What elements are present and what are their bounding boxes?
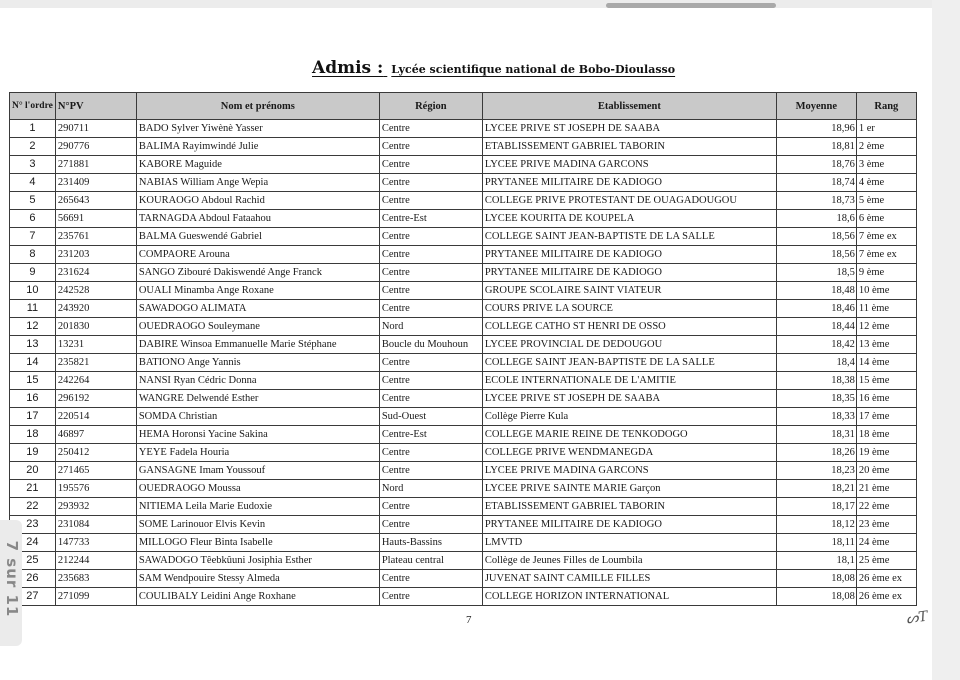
cell-name: NITIEMA Leila Marie Eudoxie xyxy=(136,498,379,516)
cell-rank: 23 ème xyxy=(856,516,916,534)
cell-school: ECOLE INTERNATIONALE DE L'AMITIE xyxy=(482,372,776,390)
cell-school: LYCEE PROVINCIAL DE DEDOUGOU xyxy=(482,336,776,354)
page-number: 7 xyxy=(466,614,472,626)
cell-rank: 18 ème xyxy=(856,426,916,444)
cell-average: 18,73 xyxy=(776,192,856,210)
cell-rank: 4 ème xyxy=(856,174,916,192)
cell-order: 19 xyxy=(10,444,56,462)
cell-pv: 242264 xyxy=(55,372,136,390)
table-row xyxy=(10,174,917,192)
cell-rank: 17 ème xyxy=(856,408,916,426)
cell-average: 18,26 xyxy=(776,444,856,462)
cell-pv: 231409 xyxy=(55,174,136,192)
cell-school: JUVENAT SAINT CAMILLE FILLES xyxy=(482,570,776,588)
cell-school: COLLEGE PRIVE PROTESTANT DE OUAGADOUGOU xyxy=(482,192,776,210)
cell-pv: 212244 xyxy=(55,552,136,570)
cell-region: Centre xyxy=(379,246,482,264)
cell-name: SOME Larinouor Elvis Kevin xyxy=(136,516,379,534)
cell-pv: 231203 xyxy=(55,246,136,264)
cell-school: Collège de Jeunes Filles de Loumbila xyxy=(482,552,776,570)
cell-average: 18,48 xyxy=(776,282,856,300)
cell-pv: 201830 xyxy=(55,318,136,336)
cell-average: 18,38 xyxy=(776,372,856,390)
cell-average: 18,35 xyxy=(776,390,856,408)
cell-rank: 24 ème xyxy=(856,534,916,552)
cell-order: 20 xyxy=(10,462,56,480)
cell-rank: 14 ème xyxy=(856,354,916,372)
cell-school: COURS PRIVE LA SOURCE xyxy=(482,300,776,318)
cell-name: WANGRE Delwendé Esther xyxy=(136,390,379,408)
table-row xyxy=(10,552,917,570)
cell-pv: 290711 xyxy=(55,120,136,138)
document-title xyxy=(312,58,675,78)
cell-order: 1 xyxy=(10,120,56,138)
cell-region: Centre xyxy=(379,372,482,390)
cell-region: Centre xyxy=(379,390,482,408)
cell-average: 18,81 xyxy=(776,138,856,156)
header-order: N° l'ordre xyxy=(10,93,56,120)
cell-school: COLLEGE PRIVE WENDMANEGDA xyxy=(482,444,776,462)
cell-name: COULIBALY Leidini Ange Roxhane xyxy=(136,588,379,606)
cell-school: LYCEE PRIVE ST JOSEPH DE SAABA xyxy=(482,120,776,138)
cell-rank: 26 ème ex xyxy=(856,570,916,588)
cell-average: 18,44 xyxy=(776,318,856,336)
cell-order: 25 xyxy=(10,552,56,570)
document-page xyxy=(0,8,932,680)
cell-region: Centre-Est xyxy=(379,426,482,444)
cell-region: Boucle du Mouhoun xyxy=(379,336,482,354)
table-row xyxy=(10,138,917,156)
cell-region: Sud-Ouest xyxy=(379,408,482,426)
table-row xyxy=(10,336,917,354)
cell-school: ETABLISSEMENT GABRIEL TABORIN xyxy=(482,138,776,156)
cell-region: Centre xyxy=(379,444,482,462)
cell-school: COLLEGE CATHO ST HENRI DE OSSO xyxy=(482,318,776,336)
cell-order: 4 xyxy=(10,174,56,192)
cell-name: SOMDA Christian xyxy=(136,408,379,426)
cell-rank: 13 ème xyxy=(856,336,916,354)
cell-region: Centre xyxy=(379,570,482,588)
header-region: Région xyxy=(379,93,482,120)
cell-order: 13 xyxy=(10,336,56,354)
cell-school: LYCEE PRIVE MADINA GARCONS xyxy=(482,462,776,480)
cell-average: 18,56 xyxy=(776,246,856,264)
table-row xyxy=(10,210,917,228)
cell-average: 18,76 xyxy=(776,156,856,174)
cell-rank: 7 ème ex xyxy=(856,228,916,246)
cell-pv: 231084 xyxy=(55,516,136,534)
page-indicator-label: 7 sur 11 xyxy=(3,540,21,618)
cell-average: 18,42 xyxy=(776,336,856,354)
cell-order: 11 xyxy=(10,300,56,318)
cell-order: 17 xyxy=(10,408,56,426)
cell-pv: 242528 xyxy=(55,282,136,300)
cell-region: Nord xyxy=(379,480,482,498)
cell-rank: 20 ème xyxy=(856,462,916,480)
table-row xyxy=(10,462,917,480)
cell-school: COLLEGE MARIE REINE DE TENKODOGO xyxy=(482,426,776,444)
table-row xyxy=(10,480,917,498)
cell-region: Centre xyxy=(379,120,482,138)
cell-region: Centre-Est xyxy=(379,210,482,228)
cell-region: Nord xyxy=(379,318,482,336)
cell-region: Centre xyxy=(379,264,482,282)
cell-average: 18,46 xyxy=(776,300,856,318)
table-row xyxy=(10,408,917,426)
cell-school: COLLEGE SAINT JEAN-BAPTISTE DE LA SALLE xyxy=(482,228,776,246)
cell-rank: 2 ème xyxy=(856,138,916,156)
cell-order: 6 xyxy=(10,210,56,228)
cell-region: Centre xyxy=(379,282,482,300)
table-row xyxy=(10,498,917,516)
cell-average: 18,23 xyxy=(776,462,856,480)
cell-pv: 195576 xyxy=(55,480,136,498)
cell-average: 18,08 xyxy=(776,570,856,588)
cell-pv: 265643 xyxy=(55,192,136,210)
cell-average: 18,31 xyxy=(776,426,856,444)
cell-name: NANSI Ryan Cédric Donna xyxy=(136,372,379,390)
cell-school: PRYTANEE MILITAIRE DE KADIOGO xyxy=(482,264,776,282)
cell-average: 18,74 xyxy=(776,174,856,192)
cell-rank: 10 ème xyxy=(856,282,916,300)
cell-region: Centre xyxy=(379,138,482,156)
table-row xyxy=(10,570,917,588)
cell-pv: 290776 xyxy=(55,138,136,156)
cell-average: 18,1 xyxy=(776,552,856,570)
cell-pv: 243920 xyxy=(55,300,136,318)
cell-pv: 220514 xyxy=(55,408,136,426)
cell-pv: 13231 xyxy=(55,336,136,354)
cell-name: OUALI Minamba Ange Roxane xyxy=(136,282,379,300)
cell-rank: 15 ème xyxy=(856,372,916,390)
cell-average: 18,11 xyxy=(776,534,856,552)
cell-school: PRYTANEE MILITAIRE DE KADIOGO xyxy=(482,174,776,192)
cell-rank: 21 ème xyxy=(856,480,916,498)
viewer-top-bar xyxy=(0,0,960,8)
cell-average: 18,12 xyxy=(776,516,856,534)
cell-school: COLLEGE SAINT JEAN-BAPTISTE DE LA SALLE xyxy=(482,354,776,372)
cell-average: 18,5 xyxy=(776,264,856,282)
results-table xyxy=(9,92,917,606)
cell-name: SAWADOGO Têebkûuni Josiphia Esther xyxy=(136,552,379,570)
table-row xyxy=(10,318,917,336)
table-body xyxy=(10,120,917,606)
cell-average: 18,08 xyxy=(776,588,856,606)
cell-name: BATIONO Ange Yannis xyxy=(136,354,379,372)
cell-school: LYCEE PRIVE ST JOSEPH DE SAABA xyxy=(482,390,776,408)
cell-average: 18,21 xyxy=(776,480,856,498)
cell-region: Centre xyxy=(379,300,482,318)
table-row xyxy=(10,246,917,264)
cell-region: Centre xyxy=(379,498,482,516)
cell-school: PRYTANEE MILITAIRE DE KADIOGO xyxy=(482,246,776,264)
cell-order: 7 xyxy=(10,228,56,246)
cell-name: GANSAGNE Imam Youssouf xyxy=(136,462,379,480)
cell-order: 18 xyxy=(10,426,56,444)
cell-rank: 16 ème xyxy=(856,390,916,408)
table-row xyxy=(10,534,917,552)
cell-name: KABORE Maguide xyxy=(136,156,379,174)
cell-average: 18,96 xyxy=(776,120,856,138)
cell-order: 23 xyxy=(10,516,56,534)
cell-rank: 11 ème xyxy=(856,300,916,318)
table-row xyxy=(10,516,917,534)
cell-name: SAM Wendpouire Stessy Almeda xyxy=(136,570,379,588)
cell-school: LYCEE PRIVE SAINTE MARIE Garçon xyxy=(482,480,776,498)
cell-school: PRYTANEE MILITAIRE DE KADIOGO xyxy=(482,516,776,534)
cell-name: MILLOGO Fleur Binta Isabelle xyxy=(136,534,379,552)
cell-order: 14 xyxy=(10,354,56,372)
cell-region: Centre xyxy=(379,462,482,480)
cell-rank: 6 ème xyxy=(856,210,916,228)
cell-order: 27 xyxy=(10,588,56,606)
cell-pv: 293932 xyxy=(55,498,136,516)
cell-order: 10 xyxy=(10,282,56,300)
cell-pv: 271881 xyxy=(55,156,136,174)
cell-name: COMPAORE Arouna xyxy=(136,246,379,264)
cell-name: OUEDRAOGO Souleymane xyxy=(136,318,379,336)
cell-name: BALIMA Rayimwindé Julie xyxy=(136,138,379,156)
cell-rank: 5 ème xyxy=(856,192,916,210)
cell-school: LMVTD xyxy=(482,534,776,552)
cell-average: 18,56 xyxy=(776,228,856,246)
cell-average: 18,17 xyxy=(776,498,856,516)
cell-name: YEYE Fadela Houria xyxy=(136,444,379,462)
table-header-row xyxy=(10,93,917,120)
cell-name: DABIRE Winsoa Emmanuelle Marie Stéphane xyxy=(136,336,379,354)
cell-order: 26 xyxy=(10,570,56,588)
table-row xyxy=(10,282,917,300)
cell-pv: 250412 xyxy=(55,444,136,462)
cell-order: 9 xyxy=(10,264,56,282)
table-row xyxy=(10,228,917,246)
viewer-right-margin xyxy=(932,0,960,680)
cell-school: LYCEE KOURITA DE KOUPELA xyxy=(482,210,776,228)
cell-order: 15 xyxy=(10,372,56,390)
cell-rank: 19 ème xyxy=(856,444,916,462)
cell-name: KOURAOGO Abdoul Rachid xyxy=(136,192,379,210)
cell-rank: 3 ème xyxy=(856,156,916,174)
table-row xyxy=(10,354,917,372)
cell-pv: 235761 xyxy=(55,228,136,246)
cell-order: 5 xyxy=(10,192,56,210)
cell-order: 16 xyxy=(10,390,56,408)
cell-average: 18,4 xyxy=(776,354,856,372)
cell-name: HEMA Horonsi Yacine Sakina xyxy=(136,426,379,444)
cell-region: Centre xyxy=(379,174,482,192)
cell-pv: 296192 xyxy=(55,390,136,408)
header-average: Moyenne xyxy=(776,93,856,120)
cell-order: 3 xyxy=(10,156,56,174)
cell-average: 18,33 xyxy=(776,408,856,426)
cell-rank: 9 ème xyxy=(856,264,916,282)
cell-name: OUEDRAOGO Moussa xyxy=(136,480,379,498)
table-row xyxy=(10,372,917,390)
cell-average: 18,6 xyxy=(776,210,856,228)
table-row xyxy=(10,300,917,318)
cell-name: SANGO Zibouré Dakiswendé Ange Franck xyxy=(136,264,379,282)
cell-name: BALMA Gueswendé Gabriel xyxy=(136,228,379,246)
cell-rank: 22 ème xyxy=(856,498,916,516)
cell-rank: 26 ème ex xyxy=(856,588,916,606)
cell-school: ETABLISSEMENT GABRIEL TABORIN xyxy=(482,498,776,516)
cell-region: Centre xyxy=(379,228,482,246)
table-row xyxy=(10,444,917,462)
cell-region: Centre xyxy=(379,588,482,606)
cell-order: 2 xyxy=(10,138,56,156)
table-row xyxy=(10,390,917,408)
cell-rank: 25 ème xyxy=(856,552,916,570)
cell-order: 12 xyxy=(10,318,56,336)
header-school: Etablissement xyxy=(482,93,776,120)
cell-pv: 46897 xyxy=(55,426,136,444)
table-row xyxy=(10,426,917,444)
cell-region: Centre xyxy=(379,354,482,372)
cell-rank: 7 ème ex xyxy=(856,246,916,264)
table-row xyxy=(10,588,917,606)
cell-pv: 235683 xyxy=(55,570,136,588)
cell-pv: 271099 xyxy=(55,588,136,606)
cell-region: Hauts-Bassins xyxy=(379,534,482,552)
cell-name: BADO Sylver Yiwènè Yasser xyxy=(136,120,379,138)
cell-region: Plateau central xyxy=(379,552,482,570)
title-school: Lycée scientifique national de Bobo-Dioulasso xyxy=(391,63,676,76)
cell-pv: 56691 xyxy=(55,210,136,228)
cell-region: Centre xyxy=(379,192,482,210)
cell-pv: 235821 xyxy=(55,354,136,372)
cell-school: GROUPE SCOLAIRE SAINT VIATEUR xyxy=(482,282,776,300)
cell-rank: 12 ème xyxy=(856,318,916,336)
cell-region: Centre xyxy=(379,516,482,534)
cell-order: 8 xyxy=(10,246,56,264)
cell-school: LYCEE PRIVE MADINA GARCONS xyxy=(482,156,776,174)
cell-school: COLLEGE HORIZON INTERNATIONAL xyxy=(482,588,776,606)
cell-order: 21 xyxy=(10,480,56,498)
header-pv: N°PV xyxy=(55,93,136,120)
table-row xyxy=(10,192,917,210)
table-row xyxy=(10,264,917,282)
cell-pv: 147733 xyxy=(55,534,136,552)
cell-school: Collège Pierre Kula xyxy=(482,408,776,426)
cell-name: TARNAGDA Abdoul Fataahou xyxy=(136,210,379,228)
cell-pv: 271465 xyxy=(55,462,136,480)
cell-name: NABIAS William Ange Wepia xyxy=(136,174,379,192)
cell-order: 24 xyxy=(10,534,56,552)
header-rank: Rang xyxy=(856,93,916,120)
table-row xyxy=(10,120,917,138)
title-admis: Admis : xyxy=(312,58,384,78)
cell-name: SAWADOGO ALIMATA xyxy=(136,300,379,318)
header-name: Nom et prénoms xyxy=(136,93,379,120)
cell-pv: 231624 xyxy=(55,264,136,282)
cell-rank: 1 er xyxy=(856,120,916,138)
table-row xyxy=(10,156,917,174)
cell-region: Centre xyxy=(379,156,482,174)
handwritten-initials: ᔕT xyxy=(904,608,929,628)
page-indicator xyxy=(0,520,22,646)
cell-order: 22 xyxy=(10,498,56,516)
